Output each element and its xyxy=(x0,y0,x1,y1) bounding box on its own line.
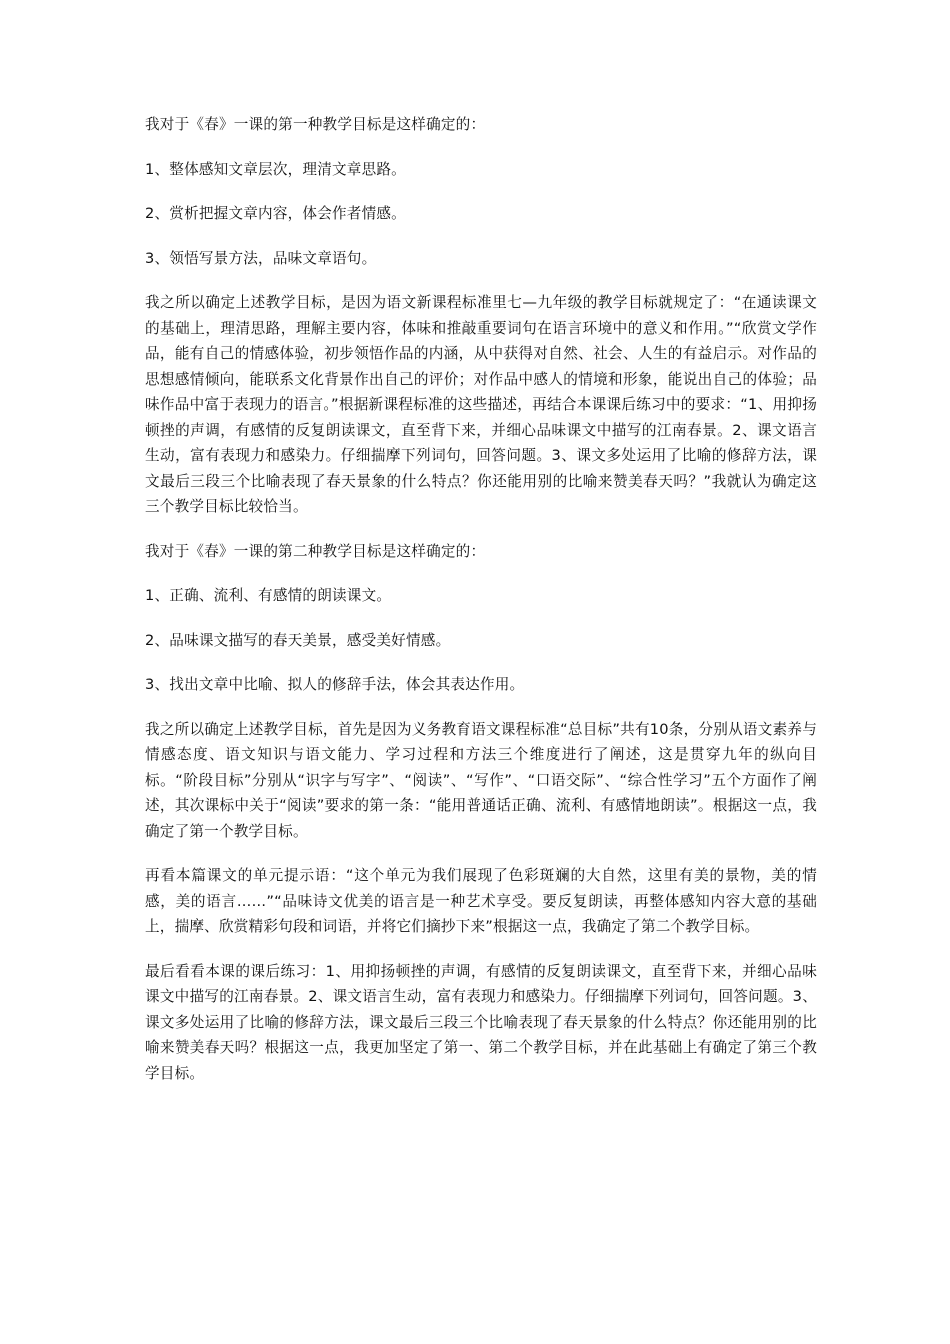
paragraph-second-rationale-exercises: 最后看看本课的课后练习：1、用抑扬顿挫的声调，有感情的反复朗读课文，直至背下来，并细心品味课文中描写的江南春景。2、课文语言生动，富有表现力和感染力。仔细揣摩下列词句，回答问题。3、课文多处运用了比喻的修辞方法，课文最后三段三个比喻表现了春天景象的什么特点？你还能用别的比喻来赞美春天吗？根据这一点，我更加坚定了第一、第二个教学目标，并在此基础上有确定了第三个教学目标。 xyxy=(145,962,817,1082)
paragraph-first-rationale: 我之所以确定上述教学目标，是因为语文新课程标准里七—九年级的教学目标就规定了：“在通读课文的基础上，理清思路，理解主要内容，体味和推敲重要词句在语言环境中的意义和作用。”“欣赏文学作品，能有自己的情感体验，初步领悟作品的内涵，从中获得对自然、社会、人生的有益启示。对作品的思想感情倾向，能联系文化背景作出自己的评价；对作品中感人的情境和形象，能说出自己的体验；品味作品中富于表现力的语言。”根据新课程标准的这些描述，再结合本课课后练习中的要求：“1、用抑扬顿挫的声调，有感情的反复朗读课文，直至背下来，并细心品味课文中描写的江南春景。2、课文语言生动，富有表现力和感染力。仔细揣摩下列词句，回答问题。3、课文多处运用了比喻的修辞方法，课文最后三段三个比喻表现了春天景象的什么特点？你还能用别的比喻来赞美春天吗？”我就认为确定这三个教学目标比较恰当。 xyxy=(145,294,817,515)
paragraph-second-objective-2: 2、品味课文描写的春天美景，感受美好情感。 xyxy=(145,631,451,649)
paragraph-first-objective-1: 1、整体感知文章层次，理清文章思路。 xyxy=(145,160,406,178)
paragraph-second-objective-1: 1、正确、流利、有感情的朗读课文。 xyxy=(145,587,392,604)
paragraph-first-objective-2: 2、赏析把握文章内容，体会作者情感。 xyxy=(145,205,406,222)
paragraph-second-rationale-unit-prompt: 再看本篇课文的单元提示语：“这个单元为我们展现了色彩斑斓的大自然，这里有美的景物，美的情感，美的语言……”“品味诗文优美的语言是一种艺术享受。要反复朗读，再整体感知内容大意的基础上，揣摩、欣赏精彩句段和词语，并将它们摘抄下来”根据这一点，我确定了第二个教学目标。 xyxy=(145,867,817,935)
paragraph-first-objectives-intro: 我对于《春》一课的第一种教学目标是这样确定的： xyxy=(145,116,486,133)
paragraph-second-objectives-intro: 我对于《春》一课的第二种教学目标是这样确定的： xyxy=(145,542,486,560)
paragraph-second-rationale-standards: 我之所以确定上述教学目标，首先是因为义务教育语文课程标准“总目标”共有10条，分别从语文素养与情感态度、语文知识与语文能力、学习过程和方法三个维度进行了阐述，这是贯穿九年的纵向目标。“阶段目标”分别从“识字与写字”、“阅读”、“写作”、“口语交际”、“综合性学习”五个方面作了阐述，其次课标中关于“阅读”要求的第一条：“能用普通话正确、流利、有感情地朗读”。根据这一点，我确定了第一个教学目标。 xyxy=(145,720,817,840)
paragraph-first-objective-3: 3、领悟写景方法，品味文章语句。 xyxy=(145,249,377,267)
paragraph-second-objective-3: 3、找出文章中比喻、拟人的修辞手法，体会其表达作用。 xyxy=(145,676,525,693)
document-body xyxy=(145,112,817,1105)
